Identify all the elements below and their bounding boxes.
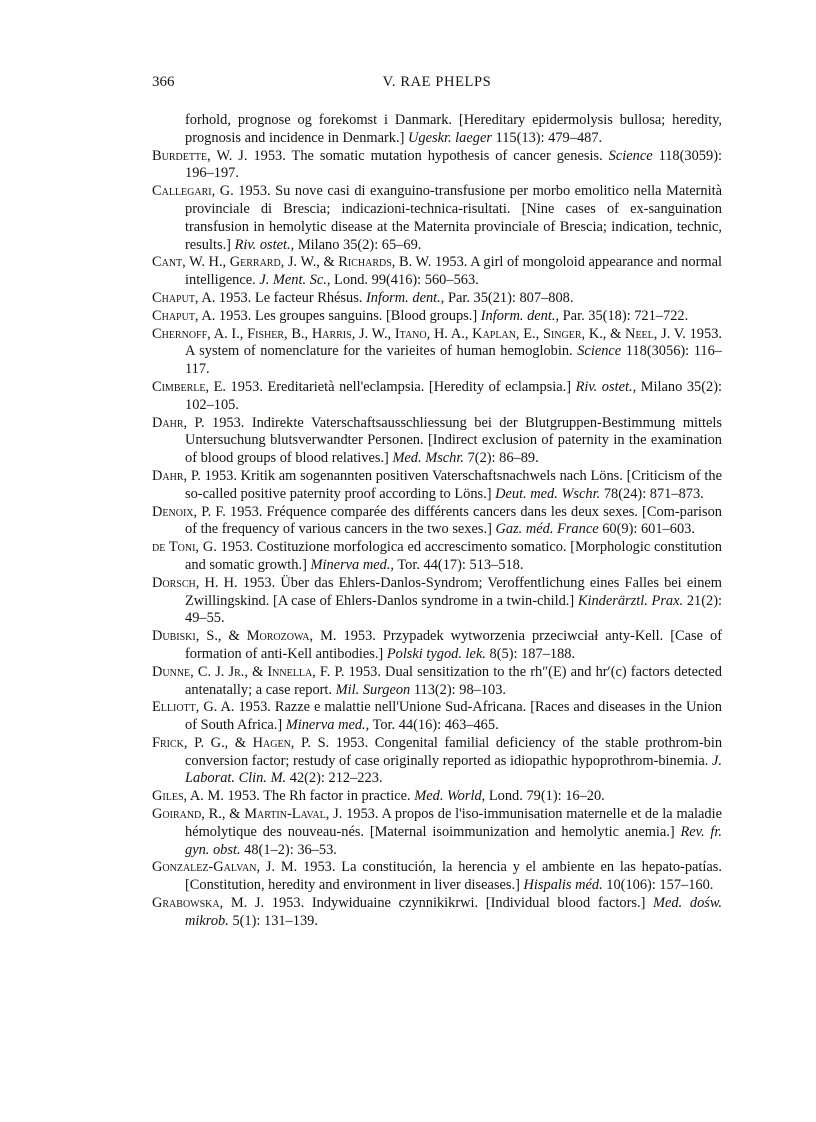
reference-entry: Chaput, A. 1953. Le facteur Rhésus. Inform. dent., Par. 35(21): 807–808. [152,289,574,306]
reference-entry: Dubiski, S., & Morozowa, M. 1953. Przypadek wytworzenia przeciwciał anty-Kell. [Case of formation of anti-Kell antibodies.] Polski tygod. lek. 8(5): 187–188. [152,628,722,662]
reference-entry: Cimberle, E. 1953. Ereditarietà nell'eclampsia. [Heredity of eclampsia.] Riv. ostet., Milano 35(2): 102–105. [152,378,722,413]
reference-entry: Burdette, W. J. 1953. The somatic mutation hypothesis of cancer genesis. Science 118(3059): 196–197. [152,147,722,182]
reference-entry: Cant, W. H., Gerrard, J. W., & Richards, B. W. 1953. A girl of mongoloid appearance and normal intelligence. J. Ment. Sc., Lond. 99(416): 560–563. [152,254,722,289]
reference-entry: Grabowska, M. J. 1953. Indywiduaine czynnikikrwi. [Individual blood factors.] Med. dośw. mikrob. 5(1): 131–139. [152,895,722,929]
reference-entry: Dunne, C. J. Jr., & Innella, F. P. 1953. Dual sensitization to the rh″(E) and hr′(c) factors detected antenatally; a case report. Mil. Surgeon 113(2): 98–103. [152,663,722,698]
page-header [152,74,722,94]
reference-entry: Callegari, G. 1953. Su nove casi di exanguino-transfusione per morbo emolitico nella Maternità provinciale di Brescia; indicazioni-technica-risultati. [Nine cases of ex-sanguination transfusion in hemolytic disease at the Maternita provinciale of Brescia; indication, technic, results.] Riv. ostet., Milano 35(2): 65–69. [152,183,722,253]
reference-entry: de Toni, G. 1953. Costituzione morfologica ed accrescimento somatico. [Morphologic constitution and somatic growth.] Minerva med., Tor. 44(17): 513–518. [152,539,723,573]
reference-entry: Dahr, P. 1953. Indirekte Vaterschaftsausschliessung bei der Blutgruppen-Bestimmung mittels Untersuchung blutsverwandter Personen. [Indirect exclusion of paternity in the examination of blood groups of blood relatives.] Med. Mschr. 7(2): 86–89. [152,414,722,467]
reference-entry: Dahr, P. 1953. Kritik am sogenannten positiven Vaterschaftsnachwels nach Löns. [Criticism of the so-called positive paternity proof according to Löns.] Deut. med. Wschr. 78(24): 871–873. [152,467,722,502]
reference-entry: Giles, A. M. 1953. The Rh factor in practice. Med. World, Lond. 79(1): 16–20. [152,788,605,805]
reference-list [152,112,722,931]
reference-entry: Gonzalez-Galvan, J. M. 1953. La constitución, la herencia y el ambiente en las hepato-patías. [Constitution, heredity and environment in liver diseases.] Hispalis méd. 10(106): 157–160. [152,859,722,894]
page-number: 366 [152,74,175,90]
reference-entry: Frick, P. G., & Hagen, P. S. 1953. Congenital familial deficiency of the stable prothrom-bin conversion factor; restudy of case originally reported as idiopathic hypoprothrom-binemia. J. Laborat. Clin. M. 42(2): 212–223. [152,734,723,787]
reference-entry: Denoix, P. F. 1953. Fréquence comparée des différents cancers dans les deux sexes. [Com-parison of the frequency of various cancers in the two sexes.] Gaz. méd. France 60(9): 601–603. [152,503,722,538]
reference-entry: forhold, prognose og forekomst i Danmark. [Hereditary epidermolysis bullosa; heredity, prognosis and incidence in Denmark.] Ugeskr. laeger 115(13): 479–487. [185,112,722,146]
reference-entry: Dorsch, H. H. 1953. Über das Ehlers-Danlos-Syndrom; Veroffentlichung eines Falles bei einem Zwillingskind. [A case of Ehlers-Danlos syndrome in a twin-child.] Kinderärztl. Prax. 21(2): 49–55. [152,574,723,627]
reference-entry: Goirand, R., & Martin-Laval, J. 1953. A propos de l'iso-immunisation maternelle et de la maladie hémolytique des nouveau-nés. [Maternal isoimmunization and hemolytic anemia.] Rev. fr. gyn. obst. 48(1–2): 36–53. [152,806,722,858]
reference-entry: Elliott, G. A. 1953. Razze e malattie nell'Unione Sud-Africana. [Races and diseases in the Union of South Africa.] Minerva med., Tor. 44(16): 463–465. [152,699,722,734]
running-head: V. RAE PHELPS [382,74,492,90]
reference-entry: Chernoff, A. I., Fisher, B., Harris, J. W., Itano, H. A., Kaplan, E., Singer, K., & Neel, J. V. 1953. A system of nomenclature for the varieites of human hemoglobin. Science 118(3056): 116–117. [152,325,722,378]
reference-entry: Chaput, A. 1953. Les groupes sanguins. [Blood groups.] Inform. dent., Par. 35(18): 721–722. [152,307,689,324]
